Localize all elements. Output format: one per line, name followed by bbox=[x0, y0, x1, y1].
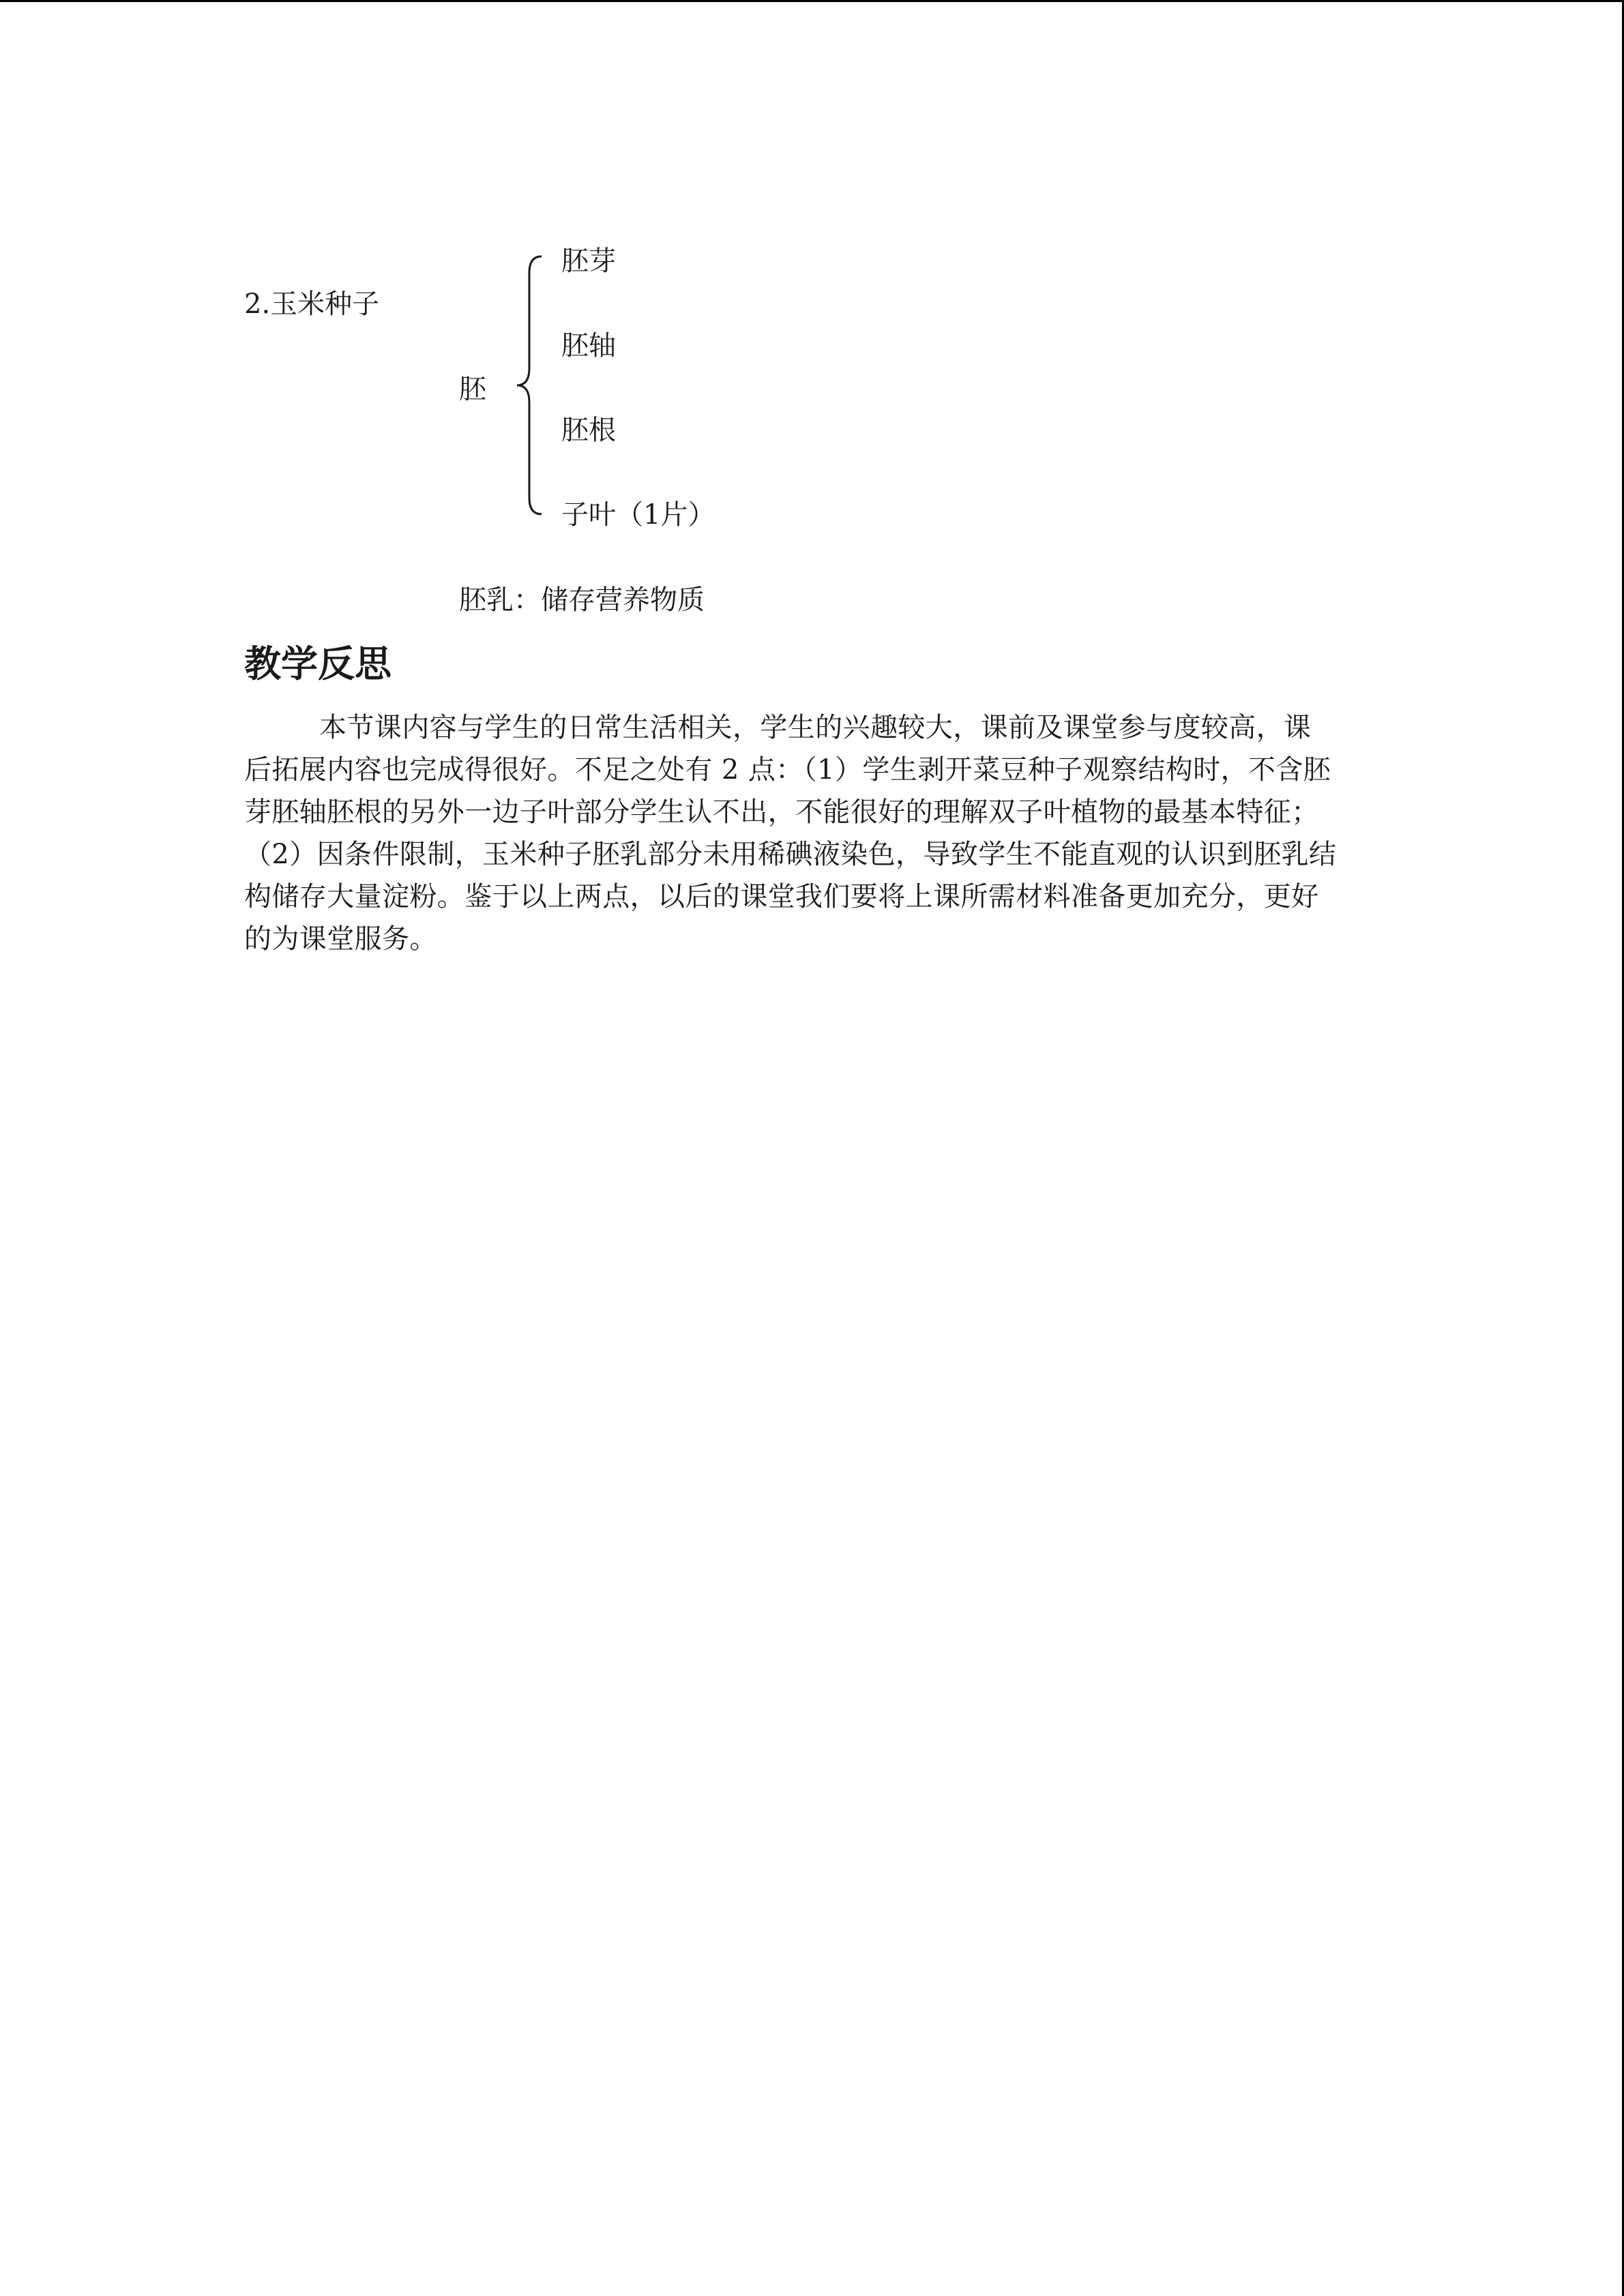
embryo-part-plumule: 胚芽 bbox=[561, 245, 616, 277]
endosperm-note: 胚乳：储存营养物质 bbox=[459, 584, 705, 616]
section-label: 2.玉米种子 bbox=[244, 288, 380, 320]
reflection-line: 后拓展内容也完成得很好。不足之处有 2 点：（1）学生剥开菜豆种子观察结构时，不含胚 bbox=[244, 754, 1331, 786]
reflection-line: 构储存大量淀粉。鉴于以上两点，以后的课堂我们要将上课所需材料准备更加充分，更好 bbox=[244, 881, 1319, 912]
embryo-label: 胚 bbox=[459, 374, 486, 405]
page-top-border bbox=[0, 0, 1624, 2]
embryo-part-cotyledon: 子叶（1片） bbox=[561, 499, 715, 531]
reflection-line: 芽胚轴胚根的另外一边子叶部分学生认不出，不能很好的理解双子叶植物的最基本特征； bbox=[244, 796, 1319, 828]
reflection-paragraph bbox=[244, 706, 1380, 960]
reflection-line: 的为课堂服务。 bbox=[244, 923, 437, 955]
embryo-part-radicle: 胚根 bbox=[561, 415, 616, 446]
curly-brace bbox=[513, 254, 547, 517]
embryo-part-hypocotyl: 胚轴 bbox=[561, 330, 616, 361]
reflection-line: （2）因条件限制，玉米种子胚乳部分未用稀碘液染色，导致学生不能直观的认识到胚乳结 bbox=[244, 839, 1337, 870]
reflection-heading: 教学反思 bbox=[244, 642, 392, 685]
reflection-line: 本节课内容与学生的日常生活相关，学生的兴趣较大，课前及课堂参与度较高，课 bbox=[319, 712, 1312, 743]
